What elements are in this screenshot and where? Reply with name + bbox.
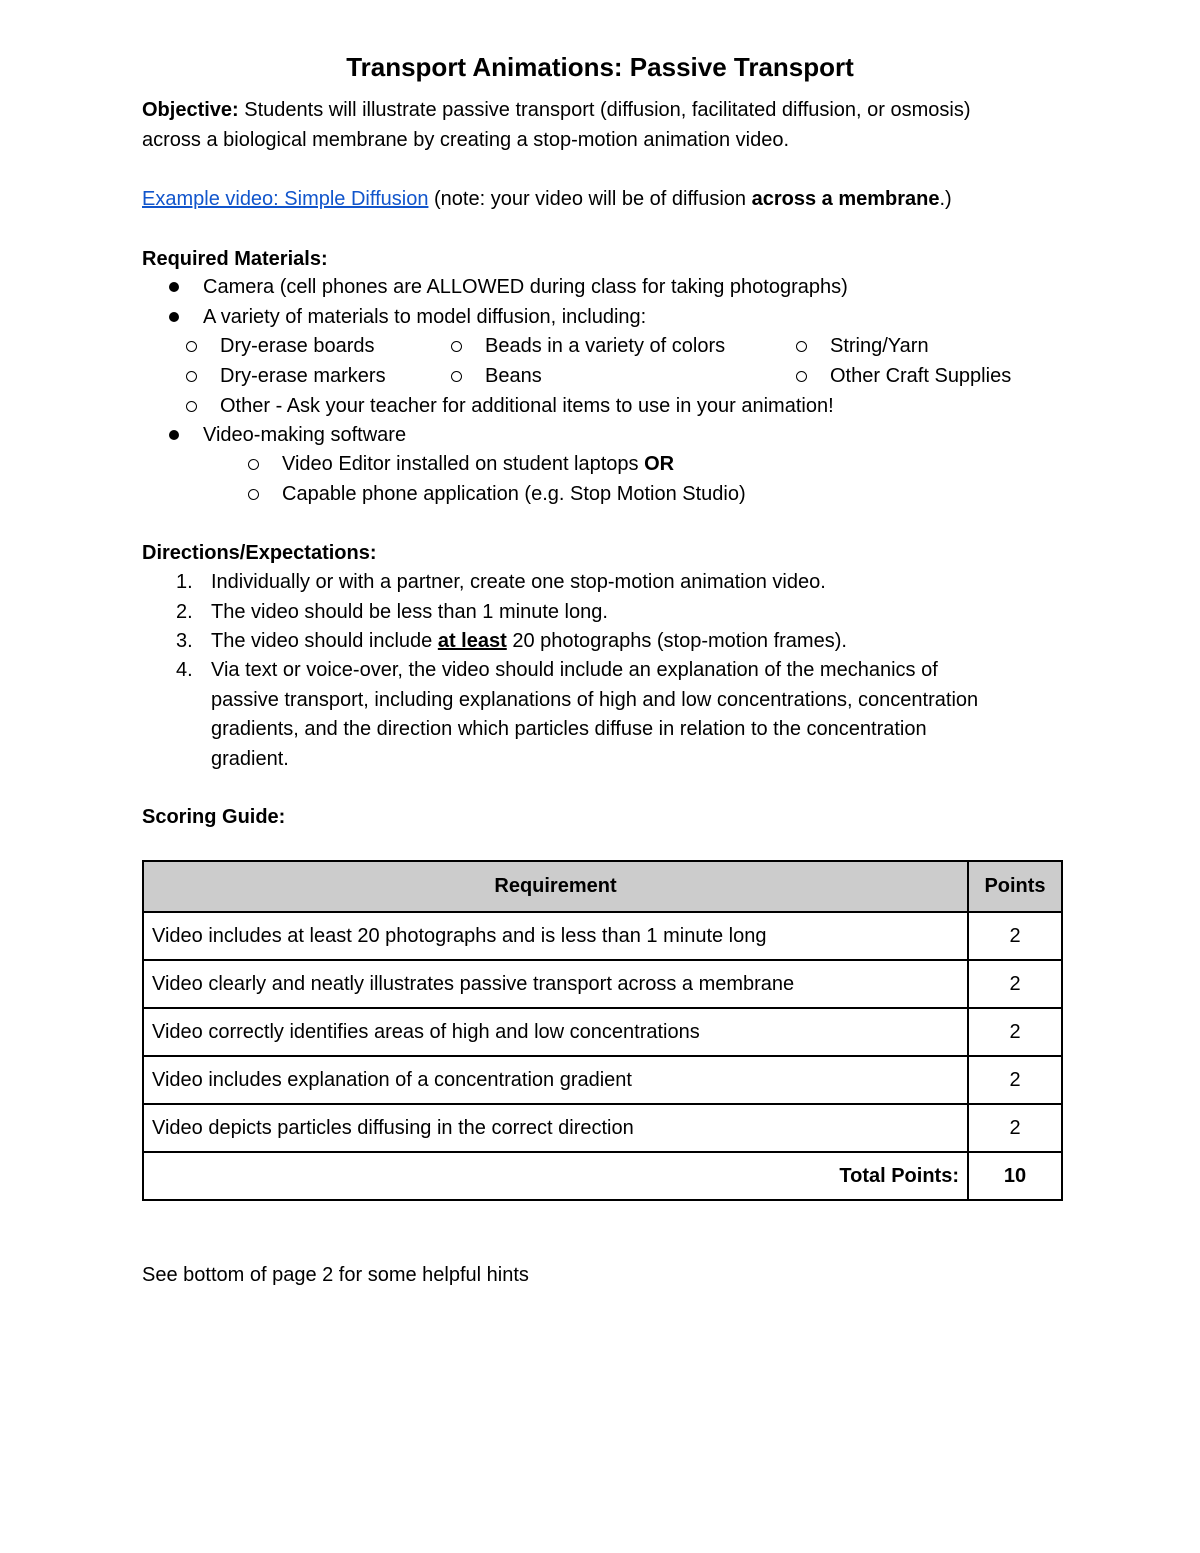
points-cell: 2 (968, 1008, 1062, 1056)
header-points: Points (968, 861, 1062, 912)
bullet-dot (169, 312, 179, 322)
list-number: 1. (176, 571, 193, 593)
example-video-link[interactable]: Example video: Simple Diffusion (142, 188, 429, 210)
bullet-circle (186, 371, 197, 382)
direction-item-4-line: Via text or voice-over, the video should include an explanation of the mechanics of (211, 659, 938, 681)
header-requirement: Requirement (143, 861, 968, 912)
total-label: Total Points: (143, 1152, 968, 1200)
bullet-circle (186, 401, 197, 412)
direction-item-1: Individually or with a partner, create one stop-motion animation video. (211, 571, 826, 593)
directions-heading: Directions/Expectations: (142, 542, 377, 564)
table-row (143, 1056, 1062, 1104)
example-line (142, 187, 952, 211)
objective-line-1 (142, 98, 971, 122)
table-row (143, 912, 1062, 960)
table-header-row (143, 861, 1062, 912)
requirement-cell: Video depicts particles diffusing in the correct direction (143, 1104, 968, 1152)
material-item: Beans (485, 365, 542, 387)
requirement-cell: Video correctly identifies areas of high and low concentrations (143, 1008, 968, 1056)
direction-item-3 (211, 629, 847, 653)
direction-item-3-emphasis: at least (437, 630, 507, 652)
example-note-post: .) (939, 188, 952, 210)
total-value: 10 (968, 1152, 1062, 1200)
table-row (143, 960, 1062, 1008)
bullet-circle (186, 341, 197, 352)
requirement-cell: Video includes at least 20 photographs and is less than 1 minute long (143, 912, 968, 960)
bullet-circle (248, 489, 259, 500)
bullet-circle (796, 341, 807, 352)
table-row (143, 1104, 1062, 1152)
points-cell: 2 (968, 1104, 1062, 1152)
material-item: Beads in a variety of colors (485, 335, 726, 357)
bullet-circle (248, 459, 259, 470)
points-cell: 2 (968, 1056, 1062, 1104)
software-option-1 (282, 452, 674, 476)
material-item: Dry-erase boards (220, 335, 375, 357)
direction-item-2: The video should be less than 1 minute long. (211, 601, 608, 623)
bullet-dot (169, 430, 179, 440)
software-option-1-text: Video Editor installed on student laptops (282, 453, 645, 475)
scoring-table (142, 860, 1063, 1201)
bullet-circle (451, 371, 462, 382)
points-cell: 2 (968, 960, 1062, 1008)
direction-item-4-line: gradient. (211, 748, 289, 770)
table-row (143, 1008, 1062, 1056)
material-other: Other - Ask your teacher for additional items to use in your animation! (220, 395, 834, 417)
points-cell: 2 (968, 912, 1062, 960)
requirement-cell: Video clearly and neatly illustrates passive transport across a membrane (143, 960, 968, 1008)
objective-label: Objective: (142, 99, 239, 121)
materials-software: Video-making software (203, 424, 407, 446)
materials-variety: A variety of materials to model diffusion, including: (203, 306, 647, 328)
list-number: 4. (176, 659, 193, 681)
direction-item-4-line: gradients, and the direction which particles diffuse in relation to the concentration (211, 718, 927, 740)
footer-hint: See bottom of page 2 for some helpful hints (142, 1264, 529, 1286)
material-item: Dry-erase markers (220, 365, 386, 387)
objective-line-2: across a biological membrane by creating a stop-motion animation video. (142, 129, 790, 151)
material-item: Other Craft Supplies (830, 365, 1012, 387)
page-title: Transport Animations: Passive Transport (346, 52, 854, 82)
list-number: 3. (176, 630, 193, 652)
scoring-heading: Scoring Guide: (142, 806, 286, 828)
total-row (143, 1152, 1062, 1200)
materials-camera: Camera (cell phones are ALLOWED during class for taking photographs) (203, 276, 848, 298)
material-item: String/Yarn (830, 335, 929, 357)
requirement-cell: Video includes explanation of a concentration gradient (143, 1056, 968, 1104)
bullet-dot (169, 282, 179, 292)
example-note-pre: (note: your video will be of diffusion (428, 188, 752, 210)
list-number: 2. (176, 601, 193, 623)
direction-item-3-pre: The video should include (211, 630, 438, 652)
software-option-2: Capable phone application (e.g. Stop Motion Studio) (282, 483, 746, 505)
materials-heading: Required Materials: (142, 248, 328, 270)
direction-item-3-post: 20 photographs (stop-motion frames). (506, 630, 847, 652)
example-note-bold: across a membrane (751, 188, 940, 210)
bullet-circle (796, 371, 807, 382)
objective-text-1: Students will illustrate passive transport (diffusion, facilitated diffusion, or osmosis) (238, 99, 971, 121)
bullet-circle (451, 341, 462, 352)
direction-item-4-line: passive transport, including explanations of high and low concentrations, concentration (211, 689, 979, 711)
software-option-1-or: OR (644, 453, 675, 475)
